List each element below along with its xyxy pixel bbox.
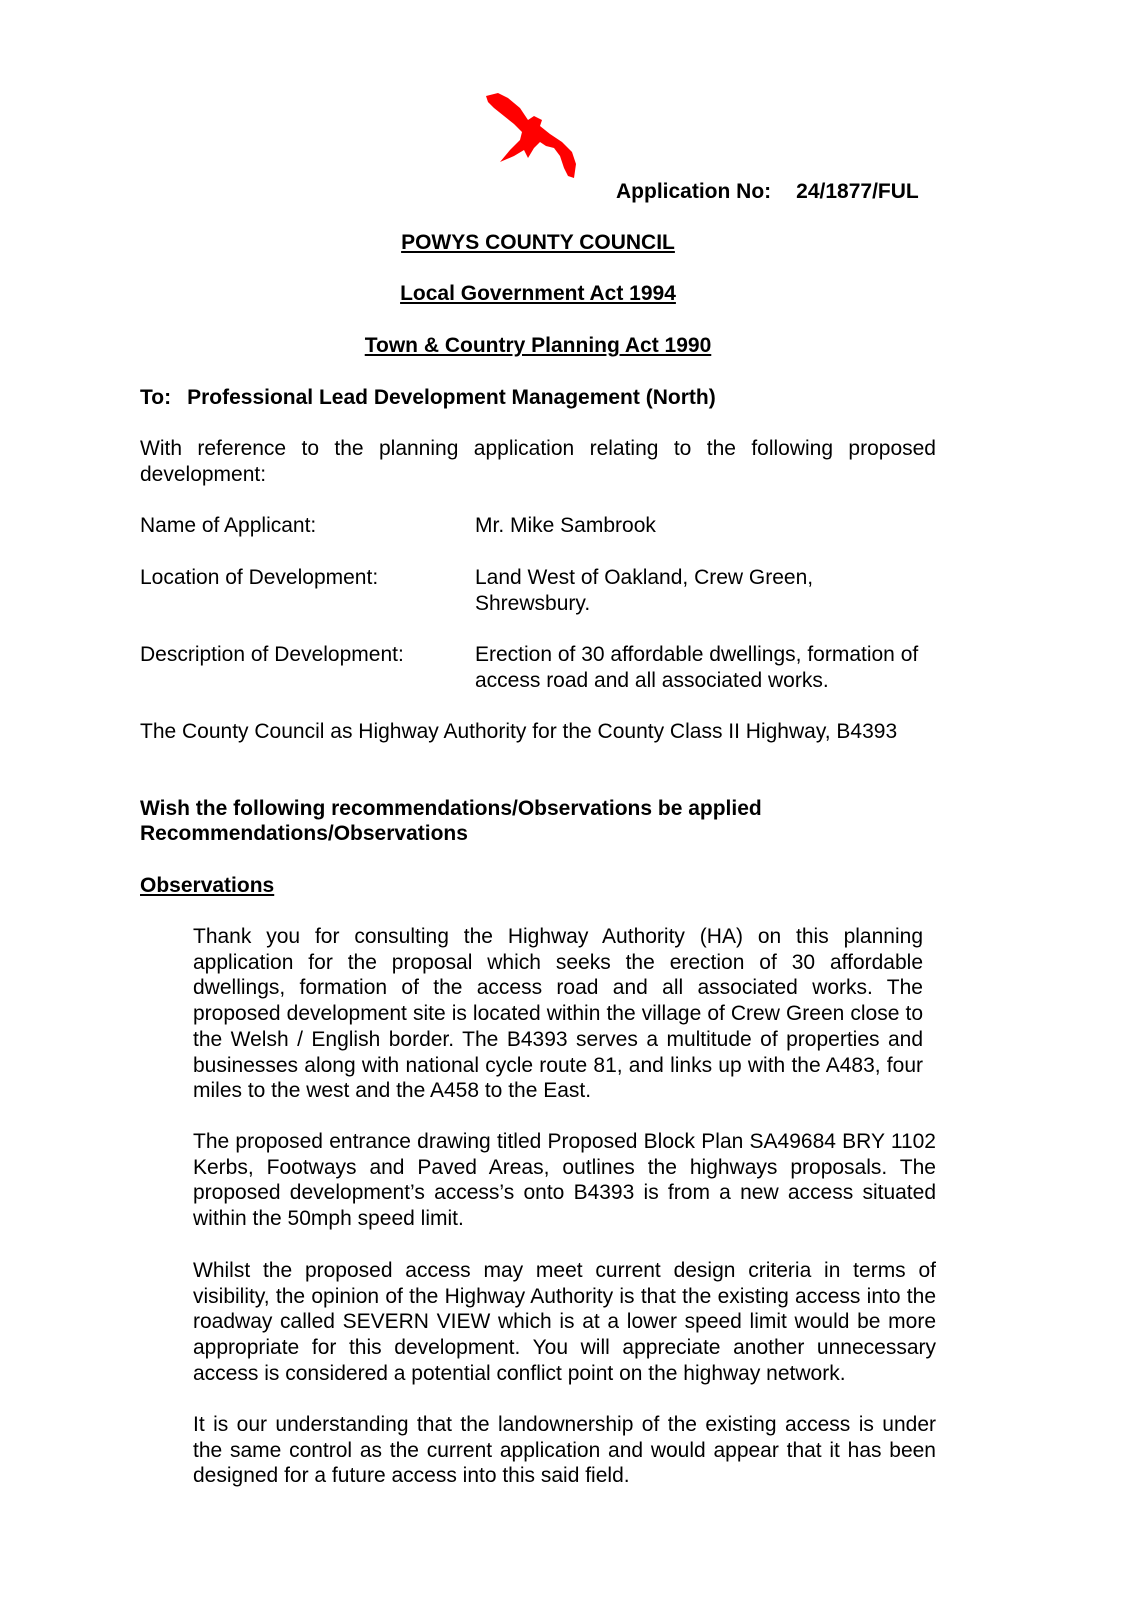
observation-paragraph-4: It is our understanding that the landownership of the existing access is under the same control as the current application and would appear that it has been designed for a future access into this said field. [193,1413,936,1488]
highway-statement: The County Council as Highway Authority for the County Class II Highway, B4393 [140,720,898,743]
to-line [140,385,716,411]
application-number: 24/1877/FUL [796,180,919,203]
recipient: Professional Lead Development Management (North) [187,386,716,409]
council-title: POWYS COUNTY COUNCIL [401,231,675,254]
description-label: Description of Development: [140,643,404,666]
act-title-1: Local Government Act 1994 [400,282,676,305]
description-value: Erection of 30 affordable dwellings, formation of access road and all associated works. [475,643,919,692]
applicant-label: Name of Applicant: [140,514,317,537]
observation-paragraph-2: The proposed entrance drawing titled Proposed Block Plan SA49684 BRY 1102 Kerbs, Footways and Paved Areas, outlines the highways proposals. The proposed development’s access’s onto B4393 is from a new access situated within the 50mph speed limit. [193,1130,936,1231]
observations-heading: Observations [140,874,275,897]
applicant-value: Mr. Mike Sambrook [475,514,656,537]
observation-paragraph-3: Whilst the proposed access may meet current design criteria in terms of visibility, the opinion of the Highway Authority is that the existing access into the roadway called SEVERN VIEW which is at a lower speed limit would be more appropriate for this development. You will appreciate another unnecessary access is considered a potential conflict point on the highway network. [193,1259,936,1385]
application-number-line [616,179,919,205]
to-label: To: [140,386,172,409]
location-value: Land West of Oakland, Crew Green, Shrewsbury. [475,566,814,615]
observation-paragraph-1: Thank you for consulting the Highway Authority (HA) on this planning application for the proposal which seeks the erection of 30 affordable dwellings, formation of the access road and all associated works. The proposed development site is located within the village of Crew Green close to the Welsh / English border. The B4393 serves a multitude of properties and businesses along with national cycle route 81, and links up with the A483, four miles to the west and the A458 to the East. [193,925,923,1103]
wish-line-2: Recommendations/Observations [140,822,468,845]
application-label: Application No: [616,180,772,203]
intro-text: With reference to the planning application relating to the following proposed development: [140,437,936,486]
location-label: Location of Development: [140,566,379,589]
act-title-2: Town & Country Planning Act 1990 [364,334,712,357]
red-kite-logo-icon [484,90,580,182]
wish-line-1: Wish the following recommendations/Observations be applied [140,797,762,820]
